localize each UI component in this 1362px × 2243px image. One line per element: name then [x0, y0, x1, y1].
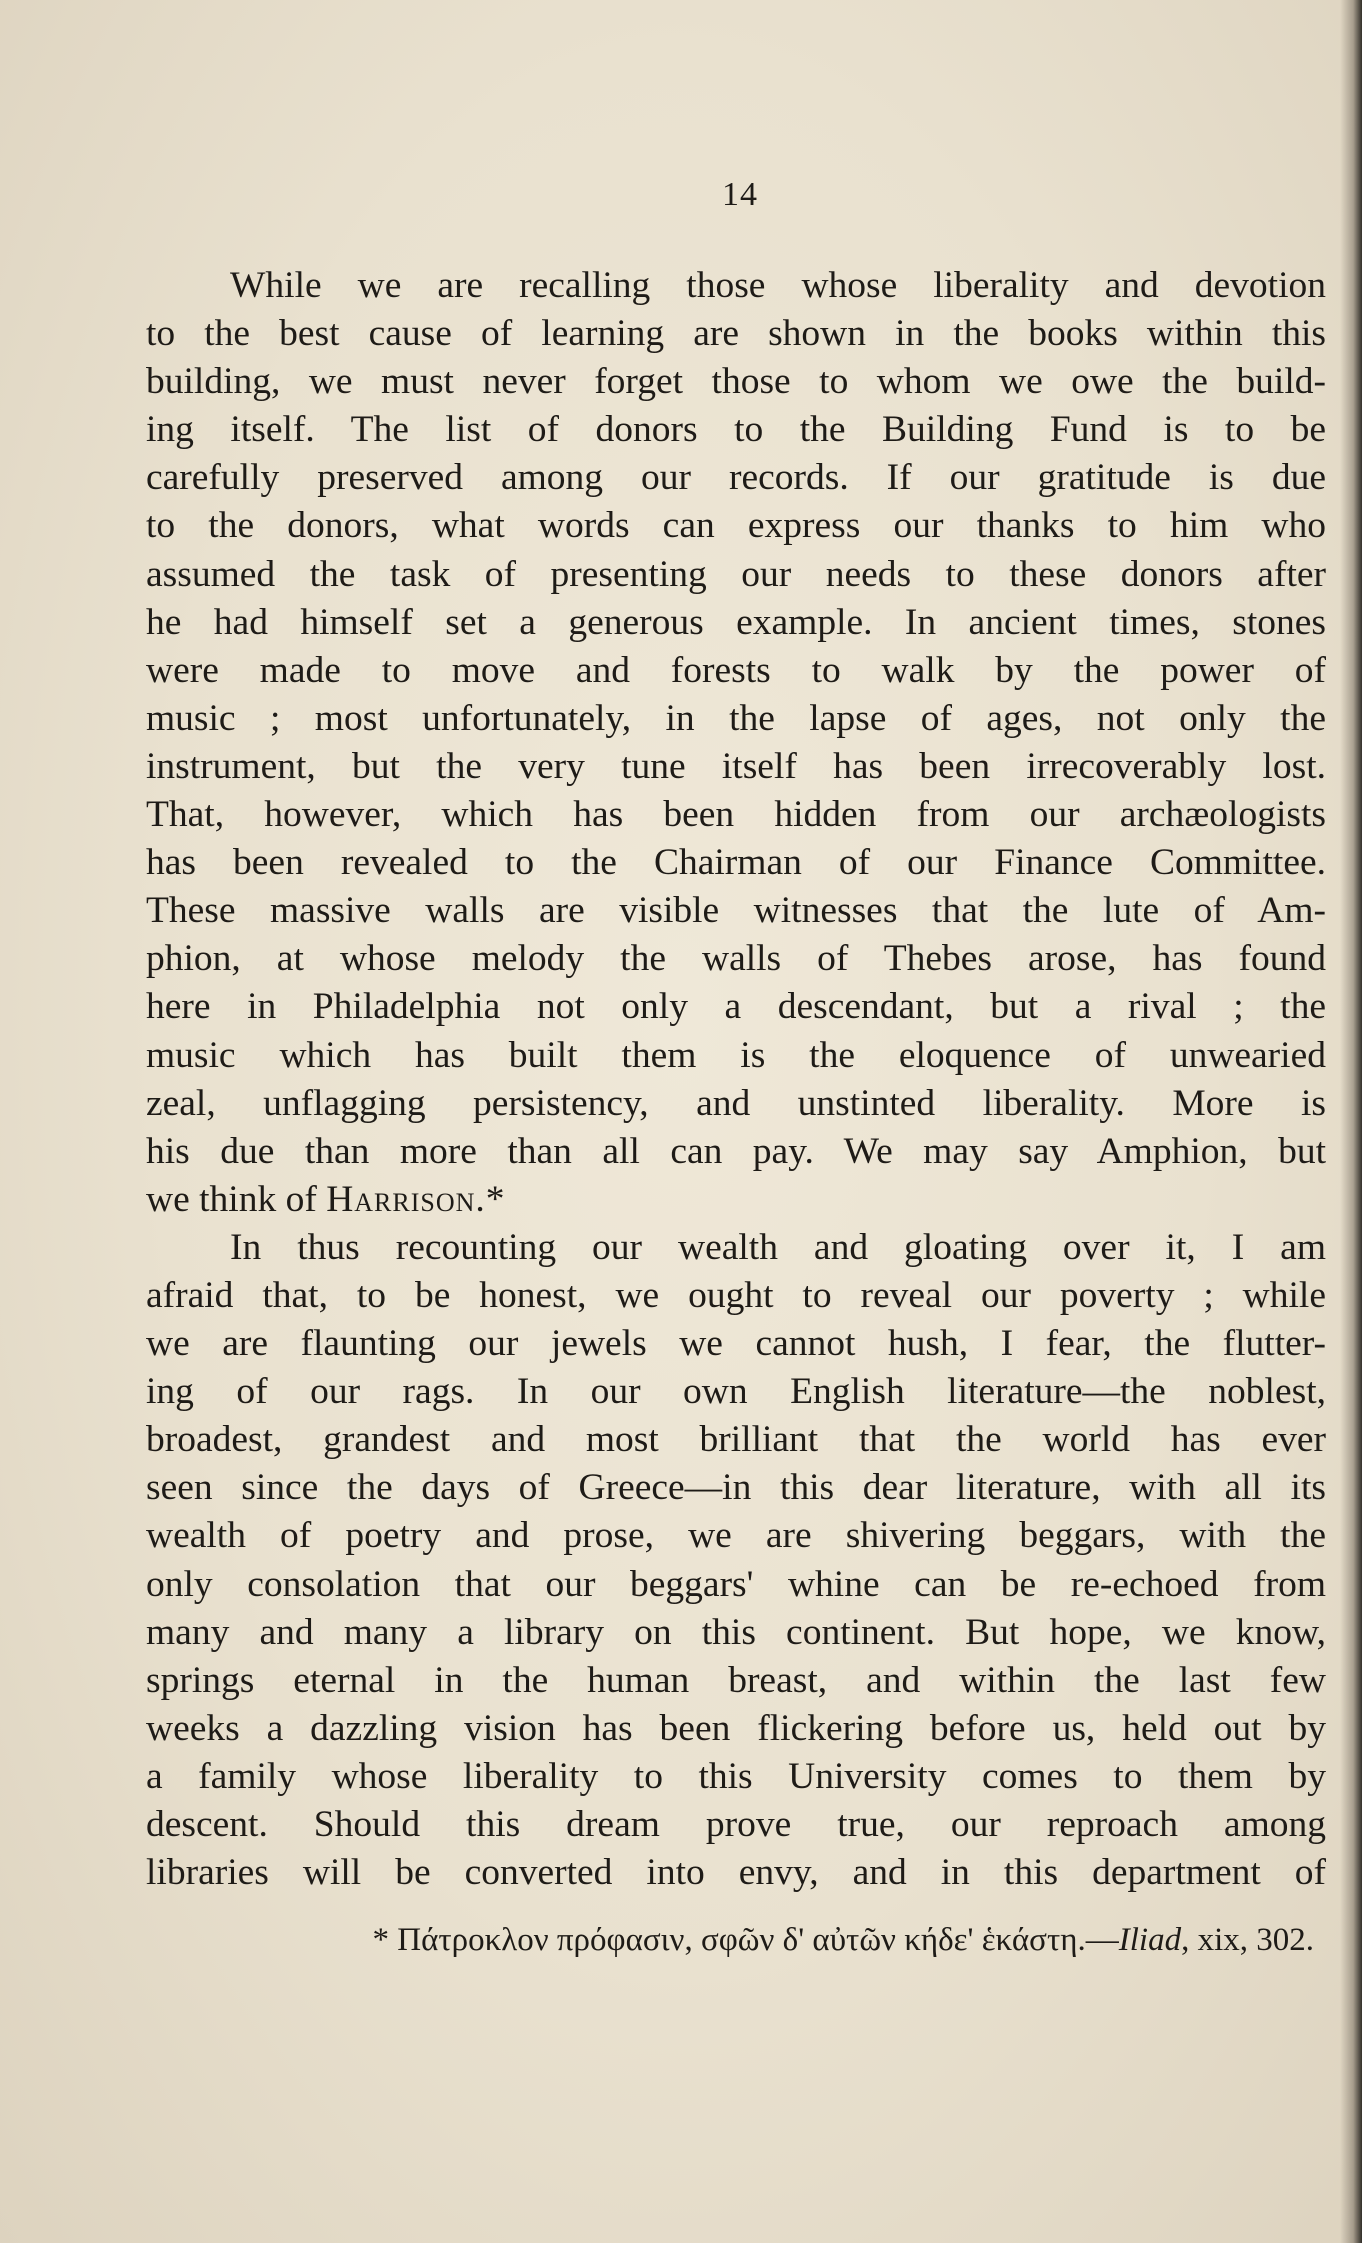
text-line: carefully preserved among our records. If our gratitude is due: [146, 457, 1326, 499]
text-line: springs eternal in the human breast, and within the last few: [146, 1659, 1326, 1701]
text-line: a family whose liberality to this University comes to them by: [146, 1755, 1326, 1797]
footnote-source: Iliad: [1118, 1922, 1182, 1958]
body-text: [146, 262, 1326, 1897]
footnote-marker: *: [485, 1178, 505, 1220]
text-line: seen since the days of Greece—in this dear literature, with all its: [146, 1467, 1326, 1509]
name-harrison: Harrison.: [326, 1178, 486, 1220]
text-line: music ; most unfortunately, in the lapse of ages, not only the: [146, 697, 1326, 739]
text-line: weeks a dazzling vision has been flickering before us, held out by: [146, 1707, 1326, 1749]
page-edge-shadow: [1340, 0, 1362, 2243]
text-line: we are flaunting our jewels we cannot hush, I fear, the flutter-: [146, 1323, 1326, 1365]
text-line: his due than more than all can pay. We may say Amphion, but: [146, 1130, 1326, 1172]
text-line: assumed the task of presenting our needs to these donors after: [146, 553, 1326, 595]
text-line: While we are recalling those whose liberality and devotion: [230, 265, 1326, 306]
text-line: here in Philadelphia not only a descendant, but a rival ; the: [146, 986, 1326, 1028]
text-line: libraries will be converted into envy, and in this department of: [146, 1852, 1326, 1894]
text-line: many and many a library on this continent. But hope, we know,: [146, 1611, 1326, 1653]
text-line: music which has built them is the eloquence of unwearied: [146, 1034, 1326, 1076]
text-line: were made to move and forests to walk by the power of: [146, 649, 1326, 691]
footnote-ref: , xix, 302.: [1181, 1922, 1314, 1958]
text-line: building, we must never forget those to whom we owe the build-: [146, 361, 1326, 403]
text-line: he had himself set a generous example. In ancient times, stones: [146, 601, 1326, 643]
text-fragment: we think of: [146, 1178, 327, 1220]
footnote-text: * Πάτροκλον πρόφασιν, σφῶν δ' αὐτῶν κήδε' ἑκάστη.—: [372, 1922, 1119, 1958]
text-line: to the best cause of learning are shown in the books within this: [146, 313, 1326, 355]
text-line: In thus recounting our wealth and gloating over it, I am: [230, 1226, 1326, 1268]
text-line: ing itself. The list of donors to the Building Fund is to be: [146, 409, 1326, 451]
page-number: 14: [722, 176, 758, 213]
text-line: to the donors, what words can express our thanks to him who: [146, 505, 1326, 547]
text-line: zeal, unflagging persistency, and unstinted liberality. More is: [146, 1082, 1326, 1124]
text-line: ing of our rags. In our own English literature—the noblest,: [146, 1371, 1326, 1413]
text-line: afraid that, to be honest, we ought to reveal our poverty ; while: [146, 1274, 1326, 1316]
text-line: has been revealed to the Chairman of our Finance Committee.: [146, 842, 1326, 884]
text-line: only consolation that our beggars' whine can be re-echoed from: [146, 1563, 1326, 1605]
footnote: [210, 1920, 1314, 1960]
text-line: wealth of poetry and prose, we are shivering beggars, with the: [146, 1515, 1326, 1557]
text-line: That, however, which has been hidden from our archæologists: [146, 794, 1326, 836]
text-line-last: [146, 1176, 1326, 1224]
text-line: descent. Should this dream prove true, our reproach among: [146, 1804, 1326, 1845]
text-line: These massive walls are visible witnesses that the lute of Am-: [146, 890, 1326, 932]
text-line: phion, at whose melody the walls of Thebes arose, has found: [146, 938, 1326, 980]
text-line: instrument, but the very tune itself has been irrecoverably lost.: [146, 745, 1326, 787]
text-line: broadest, grandest and most brilliant that the world has ever: [146, 1419, 1326, 1461]
